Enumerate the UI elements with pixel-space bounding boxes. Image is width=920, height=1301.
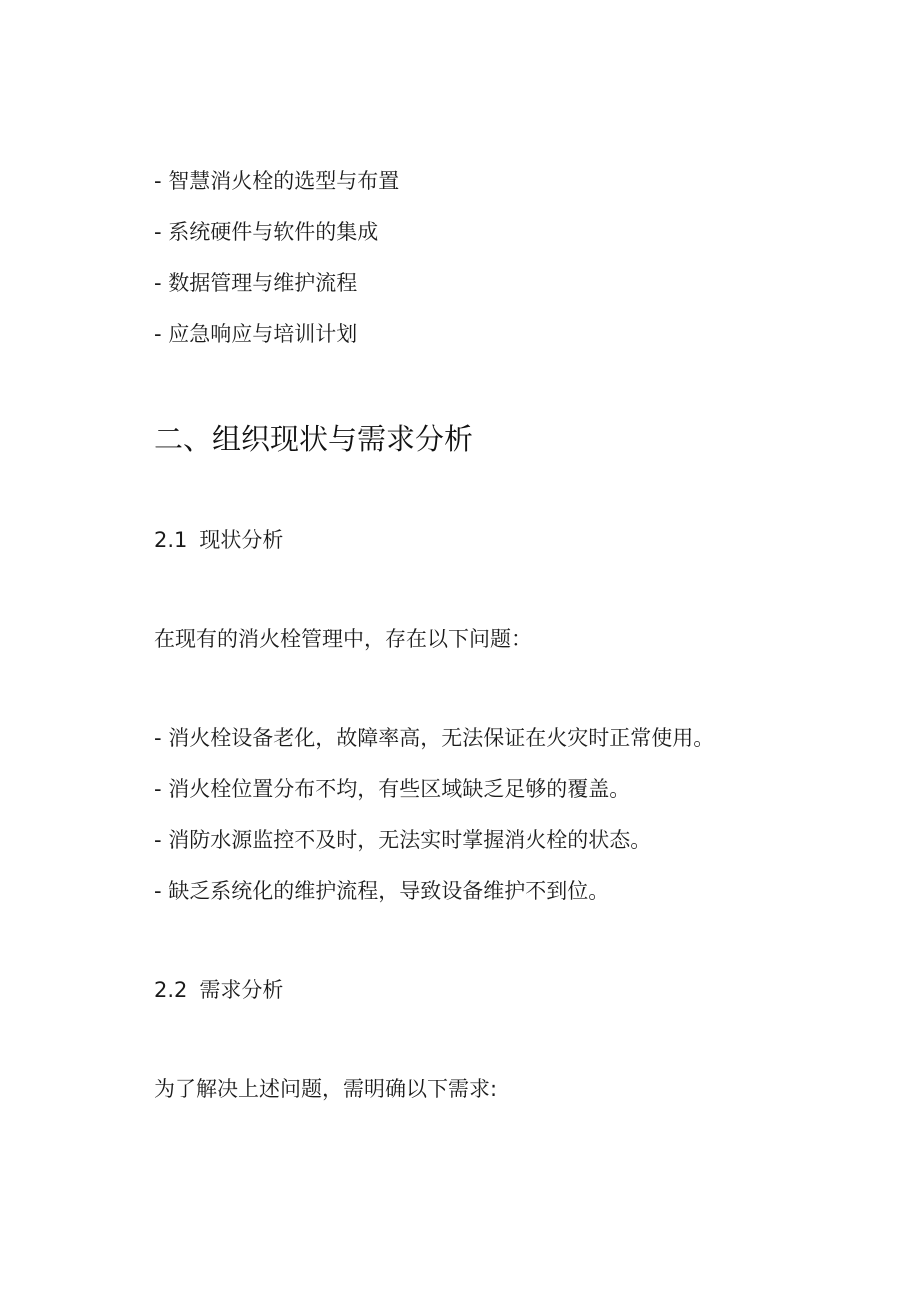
list-item: - 消防水源监控不及时，无法实时掌握消火栓的状态。 xyxy=(154,828,652,852)
paragraph: 在现有的消火栓管理中，存在以下问题： xyxy=(154,627,532,651)
subsection-number: 2.1 xyxy=(154,528,188,552)
subsection-title: 需求分析 xyxy=(199,978,284,1002)
list-item: - 消火栓设备老化，故障率高，无法保证在火灾时正常使用。 xyxy=(154,726,715,750)
subsection-number: 2.2 xyxy=(154,978,188,1002)
list-item: - 数据管理与维护流程 xyxy=(154,271,358,295)
subsection-heading xyxy=(154,528,283,552)
list-item: - 系统硬件与软件的集成 xyxy=(154,220,379,244)
list-item: - 缺乏系统化的维护流程，导致设备维护不到位。 xyxy=(154,879,610,903)
subsection-heading xyxy=(154,978,283,1002)
list-item: - 消火栓位置分布不均，有些区域缺乏足够的覆盖。 xyxy=(154,777,631,801)
section-heading: 二、组织现状与需求分析 xyxy=(154,422,474,456)
list-item: - 智慧消火栓的选型与布置 xyxy=(154,169,400,193)
subsection-title: 现状分析 xyxy=(199,528,284,552)
paragraph: 为了解决上述问题，需明确以下需求: xyxy=(154,1077,498,1101)
list-item: - 应急响应与培训计划 xyxy=(154,322,358,346)
